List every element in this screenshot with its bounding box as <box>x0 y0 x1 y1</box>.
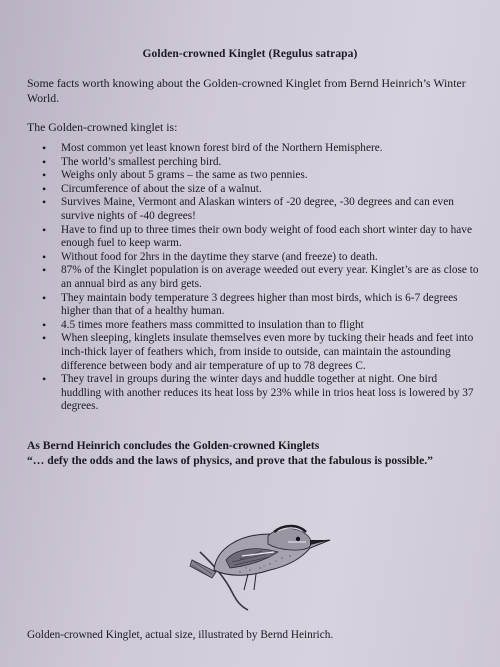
fact-item: • Weighs only about 5 grams – the same as two pennies. <box>40 169 480 183</box>
fact-item: • Have to find up to three times their own body weight of food each short winter day to have enough fuel to keep warm. <box>40 224 480 251</box>
conclusion-block <box>27 438 487 468</box>
illustration-caption: Golden-crowned Kinglet, actual size, illustrated by Bernd Heinrich. <box>27 629 334 641</box>
facts-lead-text: The Golden-crowned kinglet is: <box>27 120 178 134</box>
fact-item: • The world’s smallest perching bird. <box>40 156 480 170</box>
fact-item: • Survives Maine, Vermont and Alaskan winters of -20 degree, -30 degrees and can even survive nights of -40 degrees! <box>40 196 480 223</box>
fact-item: • 4.5 times more feathers mass committed to insulation than to flight <box>40 319 480 333</box>
intro-paragraph: Some facts worth knowing about the Golden-crowned Kinglet from Bernd Heinrich’s Winter World. <box>27 76 466 105</box>
conclusion-line: As Bernd Heinrich concludes the Golden-crowned Kinglets <box>27 439 320 452</box>
fact-item: • Most common yet least known forest bird of the Northern Hemisphere. <box>40 142 480 156</box>
fact-item: • Circumference of about the size of a walnut. <box>40 183 480 197</box>
document-title: Golden-crowned Kinglet (Regulus satrapa) <box>142 48 358 60</box>
facts-list <box>40 142 480 414</box>
fact-item: • When sleeping, kinglets insulate themselves even more by tucking their heads and feet into inch-thick layer of feathers which, from inside to outside, can maintain the astounding difference between body and air temperature of up to 78 degrees C. <box>40 332 480 373</box>
fact-item: • They travel in groups during the winter days and huddle together at night. One bird huddling with another reduces its heat loss by 23% while in trios heat loss is lowered by 37 degrees. <box>40 373 480 414</box>
fact-item: • 87% of the Kinglet population is on average weeded out every year. Kinglet’s are as close to an annual bird as any bird gets. <box>40 264 480 291</box>
fact-item: • They maintain body temperature 3 degrees higher than most birds, which is 6-7 degrees higher than that of a healthy human. <box>40 292 480 319</box>
fact-item: • Without food for 2hrs in the daytime they starve (and freeze) to death. <box>40 251 480 265</box>
kinglet-sketch-icon <box>170 500 350 615</box>
conclusion-quote: “… defy the odds and the laws of physics, and prove that the fabulous is possible.” <box>27 454 433 467</box>
